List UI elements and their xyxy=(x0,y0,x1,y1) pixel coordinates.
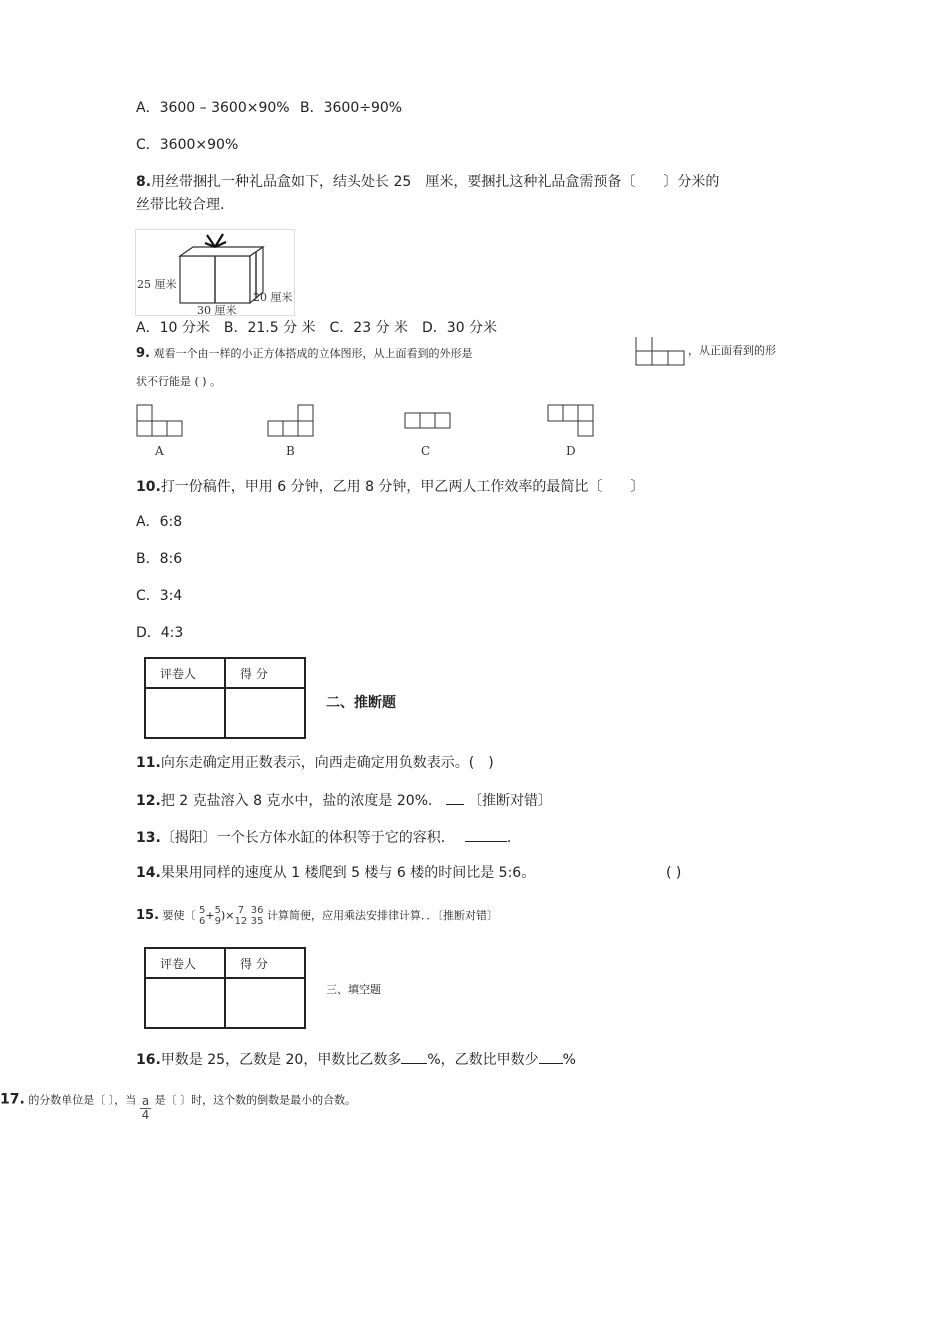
fig-label-height: 25 厘米 xyxy=(137,278,177,291)
q9-option-a-shape xyxy=(137,405,182,436)
q15-fraction-4: 36 35 xyxy=(250,905,264,927)
q9-option-c-shape xyxy=(405,413,450,428)
q17-fraction: $\frac{a}{4}$ xyxy=(141,1094,150,1122)
score-table-score-cell[interactable] xyxy=(225,978,305,1028)
q9-option-b-label: B xyxy=(286,444,295,458)
question-number: 14. xyxy=(136,865,161,881)
q9-top-view-icon xyxy=(635,336,687,366)
q8-line1 xyxy=(136,172,719,192)
fig-label-depth: 20 厘米 xyxy=(253,291,293,304)
q16-answer-blank-1[interactable] xyxy=(401,1049,427,1064)
q8-options: A．10 分米 B．21.5 分 米 C．23 分 米 D．30 分米 xyxy=(136,320,498,336)
q15-text-suffix: 计算简便，应用乘法安排律计算．．〔推断对错〕 xyxy=(266,909,498,922)
q10-text: 打一份稿件，甲用 6 分钟，乙用 8 分钟，甲乙两人工作效率的最简比〔 〕 xyxy=(160,479,645,495)
q14-answer-paren[interactable]: ( ) xyxy=(666,865,682,881)
q14-text: 果果用同样的速度从 1 楼爬到 5 楼与 6 楼的时间比是 5:6。 xyxy=(160,865,536,881)
q9-option-c-label: C xyxy=(421,444,431,458)
q11-text: 向东走确定用正数表示，向西走确定用负数表示。( ) xyxy=(160,755,494,771)
score-table-score-cell[interactable] xyxy=(225,688,305,738)
q15-fraction-2: 5 9 xyxy=(214,905,221,927)
q17-text-a: 的分数单位是〔 〕，当 xyxy=(28,1093,137,1107)
q9-line2: 状不行能是 ( ) 。 xyxy=(136,375,222,388)
question-number: 12. xyxy=(136,793,161,809)
q15-text-prefix: 要使〔 xyxy=(162,909,196,922)
q9-options-figure xyxy=(135,403,605,459)
q10-question xyxy=(136,477,644,497)
score-table-reviewer-header: 评卷人 xyxy=(145,948,225,978)
q14-question xyxy=(136,863,535,883)
q16-question xyxy=(136,1049,576,1070)
gift-box-figure xyxy=(135,229,295,316)
q7-option-b: B．3600÷90% xyxy=(300,100,403,116)
q13-answer-blank[interactable] xyxy=(465,827,507,842)
q15-question: 15. 要使〔 5 6+5 9)× 7 12 36 35 计算简便，应用乘法安排律计算．．〔推断对错〕 xyxy=(136,905,498,927)
q16-text-a: 甲数是 25，乙数是 20，甲数比乙数多 xyxy=(160,1052,402,1068)
score-table-1 xyxy=(144,657,306,739)
question-number: 10. xyxy=(136,479,161,495)
question-number: 15. xyxy=(136,908,160,923)
q9-line1b: ，从正面看到的形 xyxy=(688,344,776,357)
q12-question xyxy=(136,790,552,811)
q16-text-c: % xyxy=(562,1052,576,1068)
q9-line1 xyxy=(136,344,472,364)
score-table-reviewer-header: 评卷人 xyxy=(145,658,225,688)
q12-text: 把 2 克盐溶入 8 克水中，盐的浓度是 20%． xyxy=(160,793,442,809)
q9-option-b-shape xyxy=(268,405,313,436)
q15-fraction-1: 5 6 xyxy=(199,905,206,927)
q9-text: 观看一个由一样的小正方体搭成的立体图形，从上面看到的外形是 xyxy=(153,347,473,360)
q12-answer-blank[interactable] xyxy=(446,790,464,805)
score-table-reviewer-cell[interactable] xyxy=(145,978,225,1028)
q10-option-c: C．3:4 xyxy=(136,588,183,604)
q7-option-c: C．3600×90% xyxy=(136,137,239,153)
q7-option-a: A．3600 – 3600×90% xyxy=(136,100,290,116)
q9-option-d-label: D xyxy=(566,444,576,458)
q12-text-suffix: 〔推断对错〕 xyxy=(468,793,552,809)
q10-option-d: D．4:3 xyxy=(136,625,184,641)
score-table-score-header: 得 分 xyxy=(225,948,305,978)
q10-option-b: B．8:6 xyxy=(136,551,183,567)
score-table-score-header: 得 分 xyxy=(225,658,305,688)
q17-text-b: 是〔 〕时，这个数的倒数是最小的合数。 xyxy=(154,1093,357,1107)
section-title-judgement: 二、推断题 xyxy=(326,695,396,711)
q11-question xyxy=(136,753,494,773)
score-table-reviewer-cell[interactable] xyxy=(145,688,225,738)
q9-option-a-label: A xyxy=(155,444,164,458)
q10-option-a: A．6:8 xyxy=(136,514,183,530)
q15-fraction-3: 7 12 xyxy=(234,905,248,927)
section-title-fill-in: 三、填空题 xyxy=(326,983,381,996)
q16-answer-blank-2[interactable] xyxy=(539,1049,563,1064)
q16-text-b: %，乙数比甲数少 xyxy=(427,1052,539,1068)
question-number: 13. xyxy=(136,830,161,846)
q13-text: 〔揭阳〕一个长方体水缸的体积等于它的容积． xyxy=(160,830,455,846)
question-number: 17. xyxy=(0,1091,25,1108)
question-number: 9. xyxy=(136,346,150,361)
q17-question xyxy=(0,1087,357,1122)
question-number: 8. xyxy=(136,174,152,190)
q9-option-d-shape xyxy=(548,405,593,436)
q8-line2: 丝带比较合理． xyxy=(136,197,234,213)
q8-text: 用丝带捆扎一种礼品盒如下，结头处长 25 厘米，要捆扎这种礼品盒需预备〔 〕分米的 xyxy=(151,174,720,190)
fig-label-width: 30 厘米 xyxy=(197,304,237,316)
q13-question: 13.〔揭阳〕一个长方体水缸的体积等于它的容积． ． xyxy=(136,827,521,848)
score-table-2 xyxy=(144,947,306,1029)
question-number: 16. xyxy=(136,1052,161,1068)
question-number: 11. xyxy=(136,755,161,771)
